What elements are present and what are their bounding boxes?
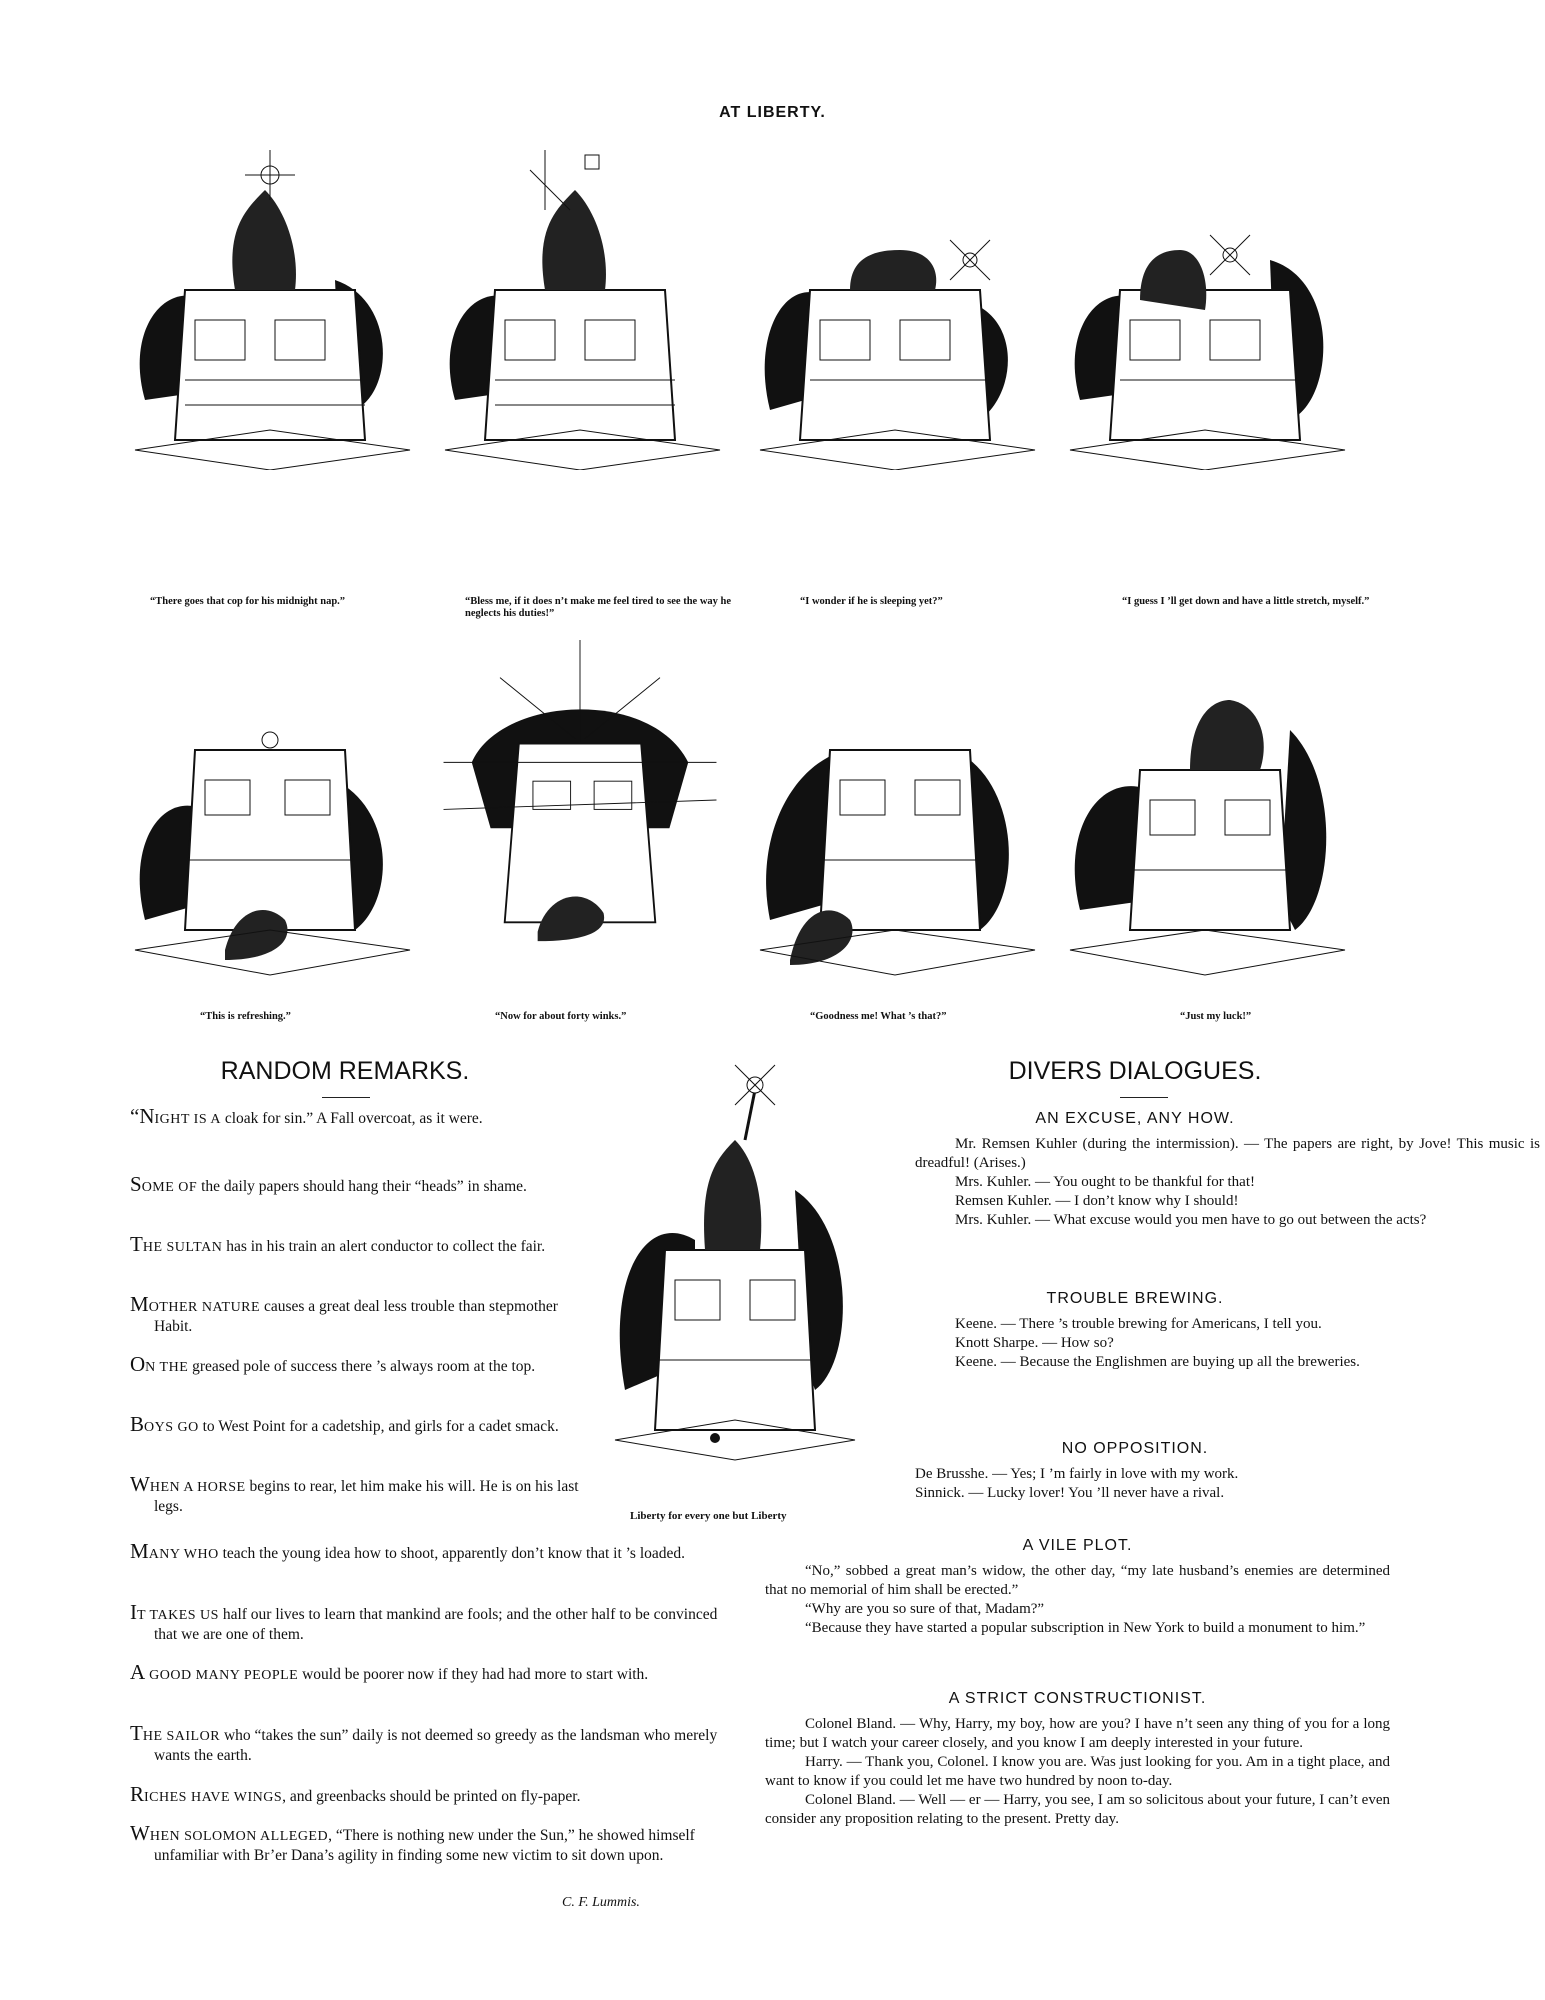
signature: C. F. Lummis. [562, 1895, 640, 1910]
dialogue-body: Mr. Remsen Kuhler (during the intermission). — The papers are right, by Jove! This music is dreadful! (Arises.) Mrs. Kuhler. — You ought to be thankful for that! Remsen Kuhler. — I don’t know why I should! Mrs. Kuhler. — What excuse would you men have to go out between the acts? [915, 1136, 1540, 1228]
center-figure [605, 1060, 865, 1470]
statue-illustration-6 [435, 640, 725, 960]
remark-item: THE SULTAN has in his train an alert conductor to collect the fair. [130, 1232, 546, 1256]
dialogue-title: A VILE PLOT. [1022, 1537, 1133, 1554]
statue-illustration-2 [435, 150, 725, 470]
remark-item: RICHES HAVE WINGS, and greenbacks should be printed on fly-paper. [130, 1782, 581, 1806]
random-remarks-heading: RANDOM REMARKS. [220, 1057, 470, 1085]
statue-liberty-illustration [605, 1060, 865, 1470]
statue-illustration-1 [125, 150, 415, 470]
panel-caption-7: “Goodness me! What ’s that?” [810, 1011, 947, 1022]
panel-caption-3: “I wonder if he is sleeping yet?” [800, 596, 943, 607]
dialogue-title: NO OPPOSITION. [1061, 1440, 1209, 1457]
dialogue-body: “No,” sobbed a great man’s widow, the other day, “my late husband’s enemies are determined that no memorial of him shall be erected.” “Why are you so sure of that, Madam?” “Because they have started a popular subscription in New York to build a monument to him.” [765, 1563, 1390, 1636]
panel-caption-2: “Bless me, if it does n’t make me feel tired to see the way he neglects his duties!” [465, 596, 732, 619]
panel-caption-4: “I guess I ’ll get down and have a little stretch, myself.” [1122, 596, 1370, 607]
remark-item: MANY WHO teach the young idea how to shoot, apparently don’t know that it ’s loaded. [130, 1539, 686, 1563]
remark-item: THE SAILOR who “takes the sun” daily is not deemed so greedy as the landsman who merely wants the earth. [130, 1721, 718, 1764]
remark-item: A GOOD MANY PEOPLE would be poorer now if they had had more to start with. [130, 1660, 649, 1684]
statue-illustration-8 [1060, 660, 1350, 980]
cartoon-panel-4 [1060, 150, 1350, 470]
divers-dialogues-heading: DIVERS DIALOGUES. [1008, 1057, 1262, 1085]
dialogue-body: Keene. — There ’s trouble brewing for Americans, I tell you. Knott Sharpe. — How so? Keene. — Because the Englishmen are buying up all the breweries. [955, 1316, 1360, 1370]
remark-item: SOME OF the daily papers should hang their “heads” in shame. [130, 1172, 527, 1196]
panel-caption-1: “There goes that cop for his midnight nap.” [150, 596, 346, 607]
remark-item: “NIGHT IS A cloak for sin.” A Fall overcoat, as it were. [130, 1104, 483, 1128]
dialogue-title: AN EXCUSE, ANY HOW. [1035, 1110, 1235, 1127]
remark-item: IT TAKES US half our lives to learn that mankind are fools; and the other half to be convinced that we are one of them. [130, 1600, 718, 1643]
statue-illustration-3 [750, 150, 1040, 470]
remark-item: WHEN SOLOMON ALLEGED, “There is nothing new under the Sun,” he showed himself unfamiliar with Br’er Dana’s agility in finding some new victim to sit down upon. [130, 1821, 695, 1864]
panel-caption-5: “This is refreshing.” [200, 1011, 291, 1022]
cartoon-panel-5 [125, 660, 415, 980]
dialogue-body: Colonel Bland. — Why, Harry, my boy, how are you? I have n’t seen any thing of you for a long time; but I watch your career closely, and you know I am deeply interested in your future. Harry. — Thank you, Colonel. I know you are. Was just looking for you. Am in a tight place, and want to know if you could let me have two hundred by noon to-day. Colonel Bland. — Well — er — Harry, you see, I am so solicitous about your future, I can’t even consider any proposition relating to the present. Pretty day. [765, 1716, 1390, 1827]
cartoon-panel-6 [435, 640, 725, 960]
heading-rule [322, 1097, 370, 1098]
remark-item: BOYS GO to West Point for a cadetship, and girls for a cadet smack. [130, 1412, 559, 1436]
cartoon-panel-3 [750, 150, 1040, 470]
remark-item: ON THE greased pole of success there ’s always room at the top. [130, 1352, 536, 1376]
dialogue-title: A STRICT CONSTRUCTIONIST. [948, 1690, 1207, 1707]
dialogue-body: De Brusshe. — Yes; I ’m fairly in love with my work. Sinnick. — Lucky lover! You ’ll never have a rival. [915, 1466, 1239, 1501]
statue-illustration-4 [1060, 150, 1350, 470]
heading-rule [1120, 1097, 1168, 1098]
cartoon-panel-7 [750, 660, 1040, 980]
dialogue-title: TROUBLE BREWING. [1046, 1290, 1224, 1307]
cartoon-panel-8 [1060, 660, 1350, 980]
remark-item: WHEN A HORSE begins to rear, let him make his will. He is on his last legs. [130, 1472, 579, 1515]
statue-illustration-7 [750, 660, 1040, 980]
page-title: AT LIBERTY. [719, 104, 826, 121]
panel-caption-6: “Now for about forty winks.” [495, 1011, 627, 1022]
cartoon-panel-2 [435, 150, 725, 470]
cartoon-panel-1 [125, 150, 415, 470]
center-figure-caption: Liberty for every one but Liberty [630, 1510, 787, 1522]
remark-item: MOTHER NATURE causes a great deal less trouble than stepmother Habit. [130, 1292, 558, 1335]
panel-caption-8: “Just my luck!” [1180, 1011, 1252, 1022]
statue-illustration-5 [125, 660, 415, 980]
